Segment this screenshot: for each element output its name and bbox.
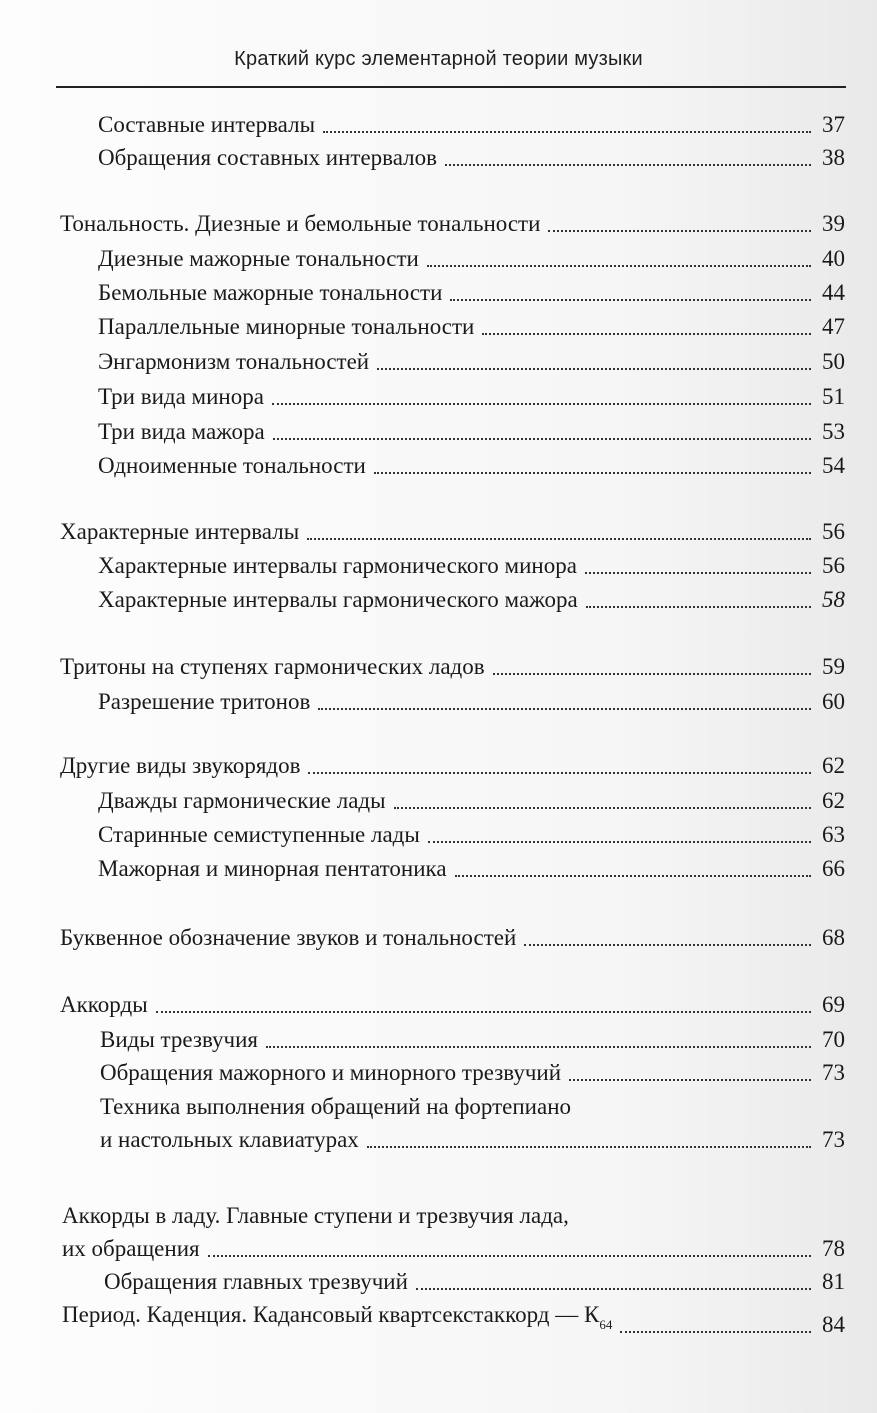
toc-entry-page: 68 (822, 925, 845, 950)
toc-entry (98, 784, 845, 817)
toc-entry-title: и настольных клавиатурах (100, 1127, 359, 1152)
toc-entry-title: Виды трезвучия (100, 1027, 258, 1052)
toc-entry (98, 852, 845, 885)
toc-entry-title (62, 1298, 612, 1341)
toc-entry-title: Обращения составных интервалов (98, 145, 437, 170)
toc-entry-page: 66 (822, 856, 845, 881)
toc-entry-title: Одноименные тональности (98, 453, 366, 478)
toc-entry-title: Параллельные минорные тональности (98, 314, 475, 339)
toc-entry-page: 53 (822, 419, 845, 444)
toc-entry (98, 449, 845, 482)
toc-entry-title-line1: Аккорды в ладу. Главные ступени и трезвучия лада, (62, 1203, 569, 1228)
toc-entry-page: 69 (822, 992, 845, 1017)
toc-leader-dots (156, 1011, 811, 1013)
toc-entry-page: 81 (822, 1269, 845, 1294)
toc-entry-title: Бемольные мажорные тональности (98, 280, 443, 305)
toc-entry-page: 84 (822, 1312, 845, 1337)
toc-leader-dots (482, 333, 811, 335)
toc-entry-title: Буквенное обозначение звуков и тональностей (60, 925, 517, 950)
toc-leader-dots (428, 841, 811, 843)
toc-leader-dots (455, 875, 811, 877)
toc-entry (100, 1123, 845, 1156)
toc-entry-title: Дважды гармонические лады (98, 788, 386, 813)
toc-entry-title: Старинные семиступенные лады (98, 822, 420, 847)
toc-entry-title: Диезные мажорные тональности (98, 246, 419, 271)
toc-leader-dots (377, 368, 811, 370)
toc-entry-title: Три вида минора (98, 384, 264, 409)
toc-leader-dots (208, 1255, 811, 1257)
toc-entry-title-line1: Техника выполнения обращений на фортепиано (100, 1094, 572, 1119)
toc-entry-title: Обращения мажорного и минорного трезвучий (100, 1060, 562, 1085)
toc-leader-dots (445, 164, 811, 166)
toc-leader-dots (524, 944, 811, 946)
toc-entry (98, 583, 845, 616)
toc-entry (60, 207, 845, 240)
toc-entry (60, 749, 845, 782)
toc-entry (62, 1298, 845, 1341)
toc-entry-title: Характерные интервалы гармонического минора (98, 553, 577, 578)
toc-entry-page: 56 (822, 553, 845, 578)
toc-entry-page: 51 (822, 384, 845, 409)
toc-entry-page: 56 (822, 519, 845, 544)
toc-entry-page: 78 (822, 1236, 845, 1261)
toc-entry-title: Характерные интервалы (60, 519, 300, 544)
toc-entry (98, 685, 845, 718)
toc-leader-dots (308, 772, 811, 774)
toc-entry (98, 380, 845, 413)
toc-entry-title: Три вида мажора (98, 419, 265, 444)
toc-leader-dots (307, 538, 811, 540)
toc-entry (62, 1232, 845, 1265)
toc-entry-page: 50 (822, 349, 845, 374)
toc-entry-page: 59 (822, 654, 845, 679)
toc-leader-dots (569, 1079, 811, 1081)
toc-entry-page: 47 (822, 314, 845, 339)
toc-entry-title-main: Период. Каденция. Кадансовый квартсекстаккорд — К (62, 1302, 600, 1327)
toc-entry-page: 44 (822, 280, 845, 305)
toc-leader-dots (586, 606, 811, 608)
toc-leader-dots (427, 265, 811, 267)
toc-entry-page: 73 (822, 1127, 845, 1152)
toc-entry (98, 108, 845, 141)
toc-entry (98, 415, 845, 448)
toc-leader-dots (585, 572, 811, 574)
toc-entry (100, 1056, 845, 1089)
toc-leader-dots (493, 673, 811, 675)
toc-leader-dots (620, 1331, 811, 1333)
toc-leader-dots (394, 807, 811, 809)
toc-entry (98, 549, 845, 582)
toc-entry-title: Разрешение тритонов (98, 689, 311, 714)
toc-entry-page: 38 (822, 145, 845, 170)
toc-entry-title: Характерные интервалы гармонического мажора (98, 587, 578, 612)
toc-entry-page: 58 (822, 587, 845, 612)
toc-entry (60, 988, 845, 1021)
toc-entry-page: 39 (822, 211, 845, 236)
toc-entry (98, 276, 845, 309)
toc-entry-page: 62 (822, 753, 845, 778)
toc-entry-title-subscript: 64 (599, 1317, 613, 1332)
toc-entry-title: Энгармонизм тональностей (98, 349, 370, 374)
toc-leader-dots (367, 1146, 811, 1148)
toc-leader-dots (273, 438, 811, 440)
toc-leader-dots (323, 131, 811, 133)
toc-entry-title: Тритоны на ступенях гармонических ладов (60, 654, 485, 679)
toc-entry (60, 515, 845, 548)
toc-entry-title: Аккорды (60, 992, 148, 1017)
toc-entry (98, 345, 845, 378)
toc-entry-page: 73 (822, 1060, 845, 1085)
toc-entry (60, 650, 845, 683)
toc-entry-title: Обращения главных трезвучий (104, 1269, 408, 1294)
toc-entry (104, 1265, 845, 1298)
toc-entry-title: Другие виды звукорядов (60, 753, 301, 778)
toc-entry (100, 1023, 845, 1056)
toc-entry-page: 70 (822, 1027, 845, 1052)
toc-entry-page: 54 (822, 453, 845, 478)
toc-entry-page: 40 (822, 246, 845, 271)
toc-entry (98, 310, 845, 343)
toc-entry (98, 818, 845, 851)
toc-entry-page: 63 (822, 822, 845, 847)
toc-entry-page: 60 (822, 689, 845, 714)
toc-entry (98, 141, 845, 174)
toc-leader-dots (548, 230, 811, 232)
toc-entry-title: Тональность. Диезные и бемольные тональности (60, 211, 541, 236)
toc-entry-title: Составные интервалы (98, 112, 316, 137)
header-rule (56, 86, 846, 88)
running-header: Краткий курс элементарной теории музыки (234, 48, 643, 70)
toc-entry-title: их обращения (62, 1236, 200, 1261)
toc-leader-dots (266, 1046, 811, 1048)
toc-entry (98, 242, 845, 275)
toc-leader-dots (318, 708, 811, 710)
toc-entry-page: 62 (822, 788, 845, 813)
toc-leader-dots (374, 472, 811, 474)
toc-entry (60, 921, 845, 954)
toc-leader-dots (272, 403, 811, 405)
toc-leader-dots (416, 1288, 811, 1290)
toc-entry-page: 37 (822, 112, 845, 137)
toc-leader-dots (450, 299, 811, 301)
toc-entry-title: Мажорная и минорная пентатоника (98, 856, 447, 881)
